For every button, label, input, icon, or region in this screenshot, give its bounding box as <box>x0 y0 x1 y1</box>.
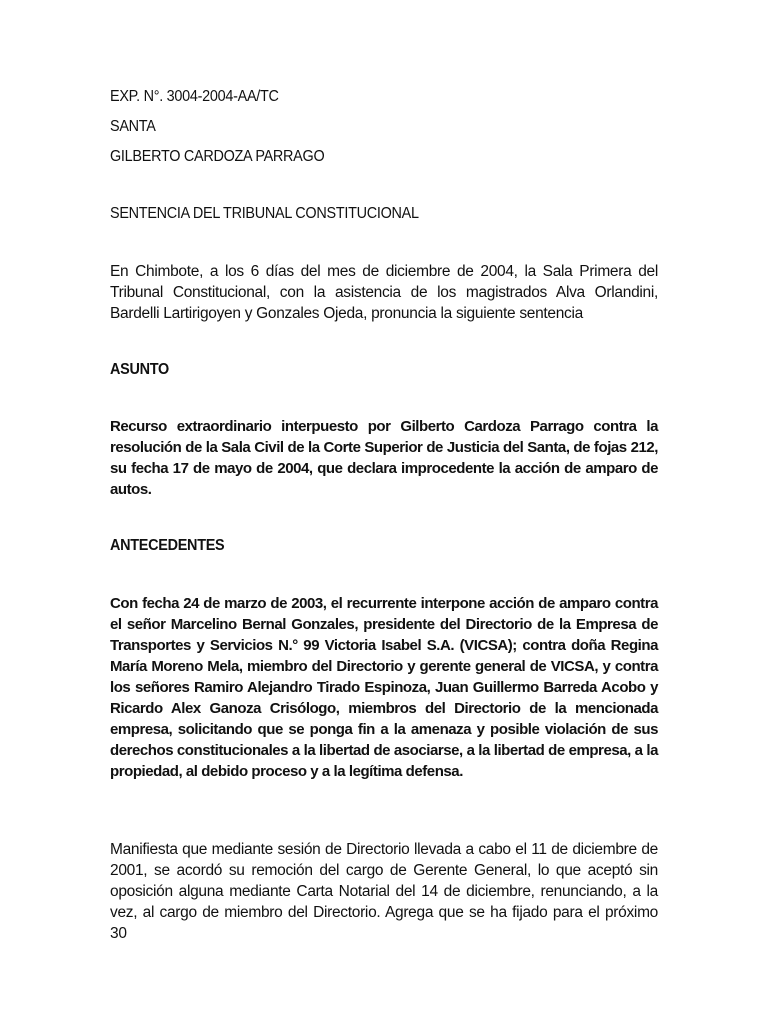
asunto-heading: ASUNTO <box>110 361 169 378</box>
party-name: GILBERTO CARDOZA PARRAGO <box>110 148 325 165</box>
intro-paragraph: En Chimbote, a los 6 días del mes de diciembre de 2004, la Sala Primera del Tribunal Constitucional, con la asistencia de los magistrados Alva Orlandini, Bardelli Lartirigoyen y Gonzales Ojeda, pronuncia la siguiente sentencia <box>110 263 658 322</box>
jurisdiction: SANTA <box>110 118 156 135</box>
antecedentes-heading: ANTECEDENTES <box>110 537 225 554</box>
asunto-paragraph: Recurso extraordinario interpuesto por Gilberto Cardoza Parrago contra la resolución de la Sala Civil de la Corte Superior de Justicia del Santa, de fojas 212, su fecha 17 de mayo de 2004, que declara improcedente la acción de amparo de autos. <box>110 418 658 498</box>
case-number: EXP. N°. 3004-2004-AA/TC <box>110 88 279 105</box>
document-title: SENTENCIA DEL TRIBUNAL CONSTITUCIONAL <box>110 205 419 222</box>
manifiesta-paragraph: Manifiesta que mediante sesión de Directorio llevada a cabo el 11 de diciembre de 2001, se acordó su remoción del cargo de Gerente General, lo que aceptó sin oposición alguna mediante Carta Notarial del 14 de diciembre, renunciando, a la vez, al cargo de miembro del Directorio. Agrega que se ha fijado para el próximo 30 <box>110 841 658 942</box>
antecedentes-paragraph: Con fecha 24 de marzo de 2003, el recurrente interpone acción de amparo contra el señor Marcelino Bernal Gonzales, presidente del Directorio de la Empresa de Transportes y Servicios N.° 99 Victoria Isabel S.A. (VICSA); contra doña Regina María Moreno Mela, miembro del Directorio y gerente general de VICSA, y contra los señores Ramiro Alejandro Tirado Espinoza, Juan Guillermo Barreda Acobo y Ricardo Alex Ganoza Crisólogo, miembros del Directorio de la mencionada empresa, solicitando que se ponga fin a la amenaza y posible violación de sus derechos constitucionales a la libertad de asociarse, a la libertad de empresa, a la propiedad, al debido proceso y a la legítima defensa. <box>110 595 658 780</box>
